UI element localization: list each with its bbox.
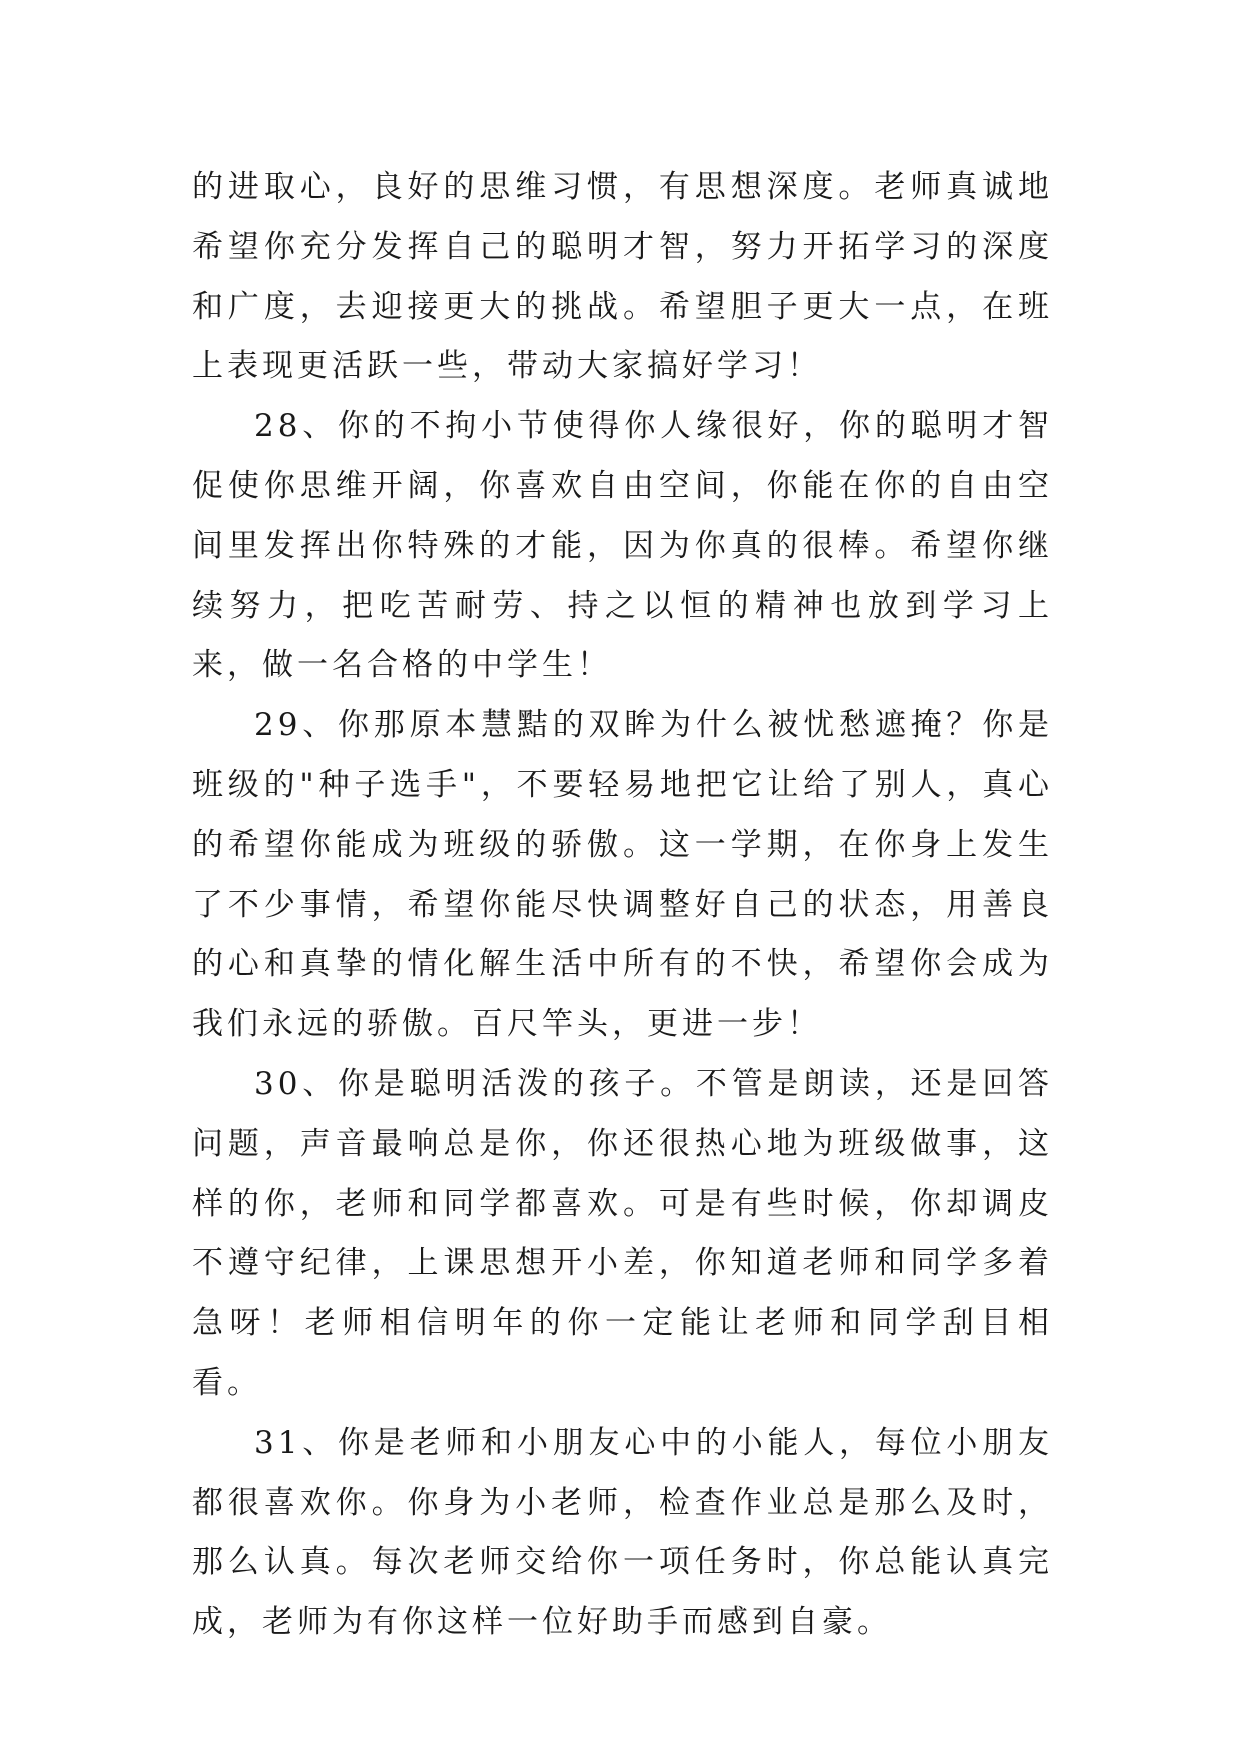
paragraph-continuation: 的进取心，良好的思维习惯，有思想深度。老师真诚地希望你充分发挥自己的聪明才智，努力开拓学习的深度和广度，去迎接更大的挑战。希望胆子更大一点，在班上表现更活跃一些，带动大家搞好学习！	[192, 169, 1053, 385]
paragraph-31: 31、你是老师和小朋友心中的小能人，每位小朋友都很喜欢你。你身为小老师，检查作业总是那么及时，那么认真。每次老师交给你一项任务时，你总能认真完成，老师为有你这样一位好助手而感到自豪。	[192, 1424, 1053, 1641]
paragraph-29: 29、你那原本慧黠的双眸为什么被忧愁遮掩？你是班级的"种子选手"，不要轻易地把它让给了别人，真心的希望你能成为班级的骄傲。这一学期，在你身上发生了不少事情，希望你能尽快调整好自己的状态，用善良的心和真挚的情化解生活中所有的不快，希望你会成为我们永远的骄傲。百尺竿头，更进一步！	[192, 707, 1053, 1043]
paragraph-30: 30、你是聪明活泼的孩子。不管是朗读，还是回答问题，声音最响总是你，你还很热心地为班级做事，这样的你，老师和同学都喜欢。可是有些时候，你却调皮不遵守纪律，上课思想开小差，你知道老师和同学多着急呀！老师相信明年的你一定能让老师和同学刮目相看。	[192, 1065, 1053, 1401]
paragraph-28: 28、你的不拘小节使得你人缘很好，你的聪明才智促使你思维开阔，你喜欢自由空间，你能在你的自由空间里发挥出你特殊的才能，因为你真的很棒。希望你继续努力，把吃苦耐劳、持之以恒的精神也放到学习上来，做一名合格的中学生！	[192, 408, 1053, 684]
document-body	[192, 158, 1053, 1653]
